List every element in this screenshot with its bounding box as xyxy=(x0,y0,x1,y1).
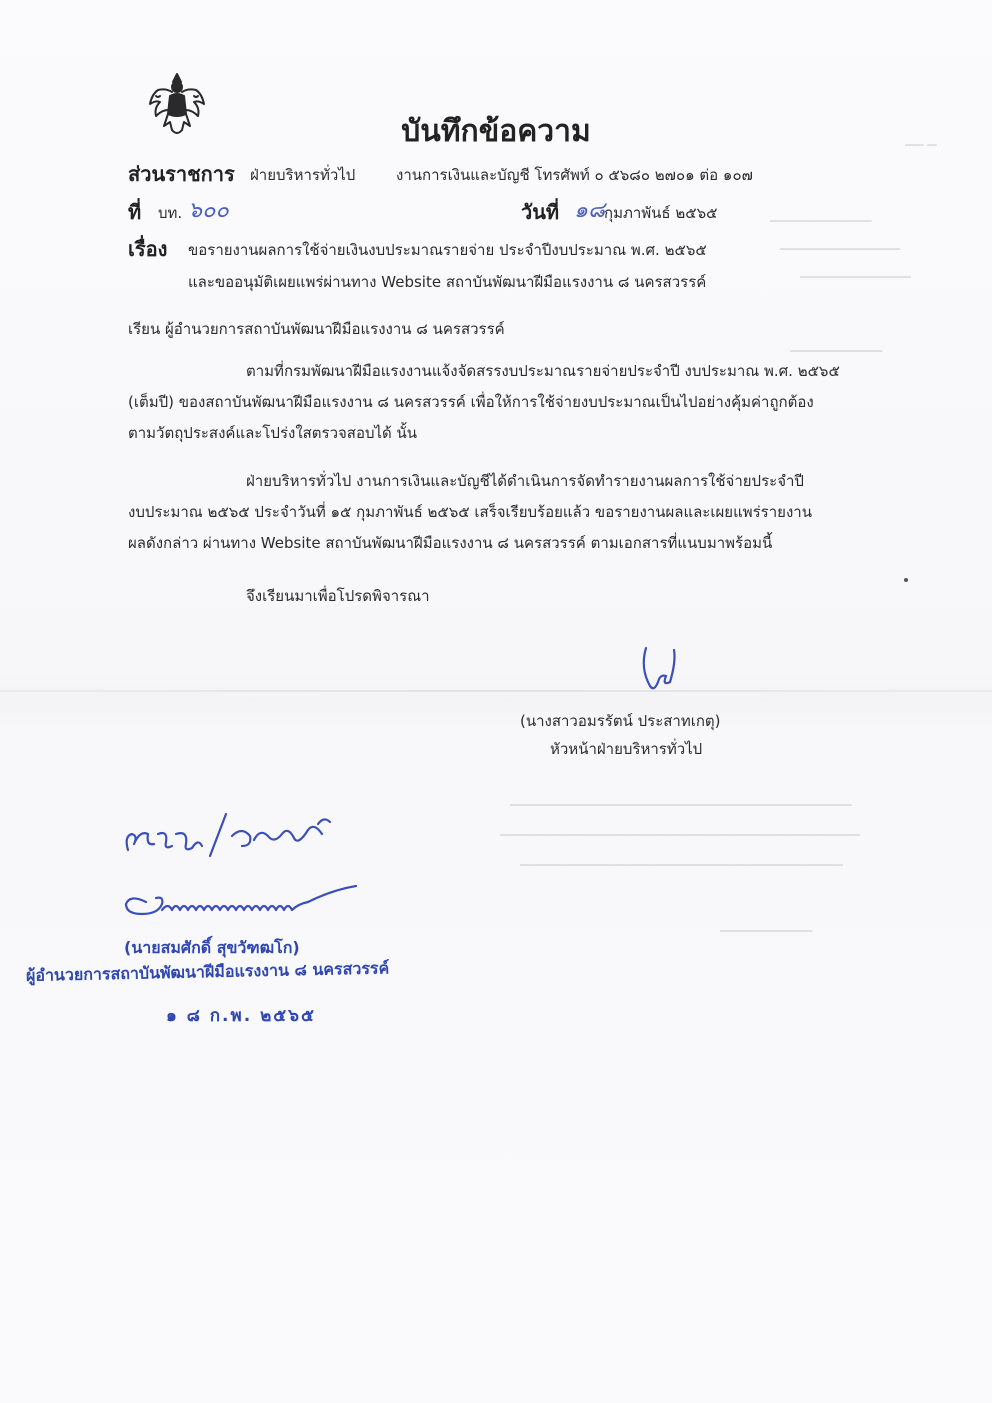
document-title: บันทึกข้อความ xyxy=(401,114,591,149)
approval-note-handwriting xyxy=(118,800,338,866)
reference-number: ๖๐๐ xyxy=(188,198,229,223)
paragraph-line: ตามที่กรมพัฒนาฝีมือแรงงานแจ้งจัดสรรงบประมาณรายจ่ายประจำปี งบประมาณ พ.ศ. ๒๕๖๕ xyxy=(246,362,840,380)
reference-prefix: บท. xyxy=(158,204,183,222)
date-day: ๑๘ xyxy=(574,198,605,223)
stray-mark xyxy=(904,578,908,582)
paragraph-line: ผลดังกล่าว ผ่านทาง Website สถาบันพัฒนาฝีมือแรงงาน ๘ นครสวรรค์ ตามเอกสารที่แนบมาพร้อมนี้ xyxy=(128,534,773,552)
signer-name: (นางสาวอมรรัตน์ ประสาทเกตุ) xyxy=(520,712,721,730)
subject-label: เรื่อง xyxy=(128,237,168,261)
date-label: วันที่ xyxy=(521,200,560,224)
show-through-mark: ▁▁▁▁▁▁▁▁▁▁▁▁▁▁▁▁▁▁▁▁▁▁▁▁▁▁▁▁▁▁▁▁▁▁▁▁▁ xyxy=(510,792,852,806)
show-through-mark: ▁▁▁▁▁▁▁▁▁▁ xyxy=(790,338,883,352)
paper-fold-line xyxy=(0,690,992,692)
show-through-mark: ▁▁ ▁ xyxy=(905,132,937,146)
show-through-mark: ▁▁▁▁▁▁▁▁▁▁▁▁▁ xyxy=(780,236,900,250)
show-through-mark: ▁▁▁▁▁▁▁▁▁▁ xyxy=(720,918,813,932)
paragraph-line: (เต็มปี) ของสถาบันพัฒนาฝีมือแรงงาน ๘ นครสวรรค์ เพื่อให้การใช้จ่ายงบประมาณเป็นไปอย่างคุ้มค่าถูกต้อง xyxy=(128,393,814,411)
closing-line: จึงเรียนมาเพื่อโปรดพิจารณา xyxy=(246,587,430,605)
department-label: ส่วนราชการ xyxy=(128,162,235,186)
paragraph-line: ฝ่ายบริหารทั่วไป งานการเงินและบัญชีได้ดำเนินการจัดทำรายงานผลการใช้จ่ายประจำปี xyxy=(246,472,804,490)
body-paragraph-1 xyxy=(128,356,840,449)
department-value: ฝ่ายบริหารทั่วไป xyxy=(250,166,356,184)
subject-line-2: และขออนุมัติเผยแพร่ผ่านทาง Website สถาบันพัฒนาฝีมือแรงงาน ๘ นครสวรรค์ xyxy=(188,273,707,291)
show-through-mark: ▁▁▁▁▁▁▁▁▁▁▁▁ xyxy=(800,264,911,278)
paragraph-line: งบประมาณ ๒๕๖๕ ประจำวันที่ ๑๕ กุมภาพันธ์ ๒๕๖๕ เสร็จเรียบร้อยแล้ว ขอรายงานผลและเผยแพร่รายงาน xyxy=(128,503,812,521)
date-rest: กุมภาพันธ์ ๒๕๖๕ xyxy=(604,204,718,222)
approver-title: ผู้อำนวยการสถาบันพัฒนาฝีมือแรงงาน ๘ นครสวรรค์ xyxy=(25,958,390,985)
show-through-mark: ▁▁▁▁▁▁▁▁▁▁▁▁▁▁▁▁▁▁▁▁▁▁▁▁▁▁▁▁▁▁▁▁▁▁▁ xyxy=(520,852,843,866)
show-through-mark: ▁▁▁▁▁▁▁▁▁▁▁ xyxy=(770,208,872,222)
show-through-mark: ▁▁▁▁▁▁▁▁▁▁▁▁▁▁▁▁▁▁▁▁▁▁▁▁▁▁▁▁▁▁▁▁▁▁▁▁▁▁▁ xyxy=(500,822,860,836)
signer-signature xyxy=(636,642,682,698)
department-unit: งานการเงินและบัญชี โทรศัพท์ ๐ ๕๖๘๐ ๒๗๐๑ ต่อ ๑๐๗ xyxy=(396,166,753,184)
salutation: เรียน ผู้อำนวยการสถาบันพัฒนาฝีมือแรงงาน ๘ นครสวรรค์ xyxy=(128,320,505,338)
signer-title: หัวหน้าฝ่ายบริหารทั่วไป xyxy=(550,740,703,758)
approval-date-stamp: ๑ ๘ ก.พ. ๒๕๖๕ xyxy=(166,1006,316,1026)
reference-label: ที่ xyxy=(128,200,142,224)
subject-line-1: ขอรายงานผลการใช้จ่ายเงินงบประมาณรายจ่าย ประจำปีงบประมาณ พ.ศ. ๒๕๖๕ xyxy=(188,241,707,259)
body-paragraph-2 xyxy=(128,466,812,559)
approver-signature xyxy=(118,880,364,928)
paragraph-line: ตามวัตถุประสงค์และโปร่งใสตรวจสอบได้ นั้น xyxy=(128,424,418,442)
approver-name: (นายสมศักดิ์ สุขวัฑฒโก) xyxy=(124,938,300,957)
